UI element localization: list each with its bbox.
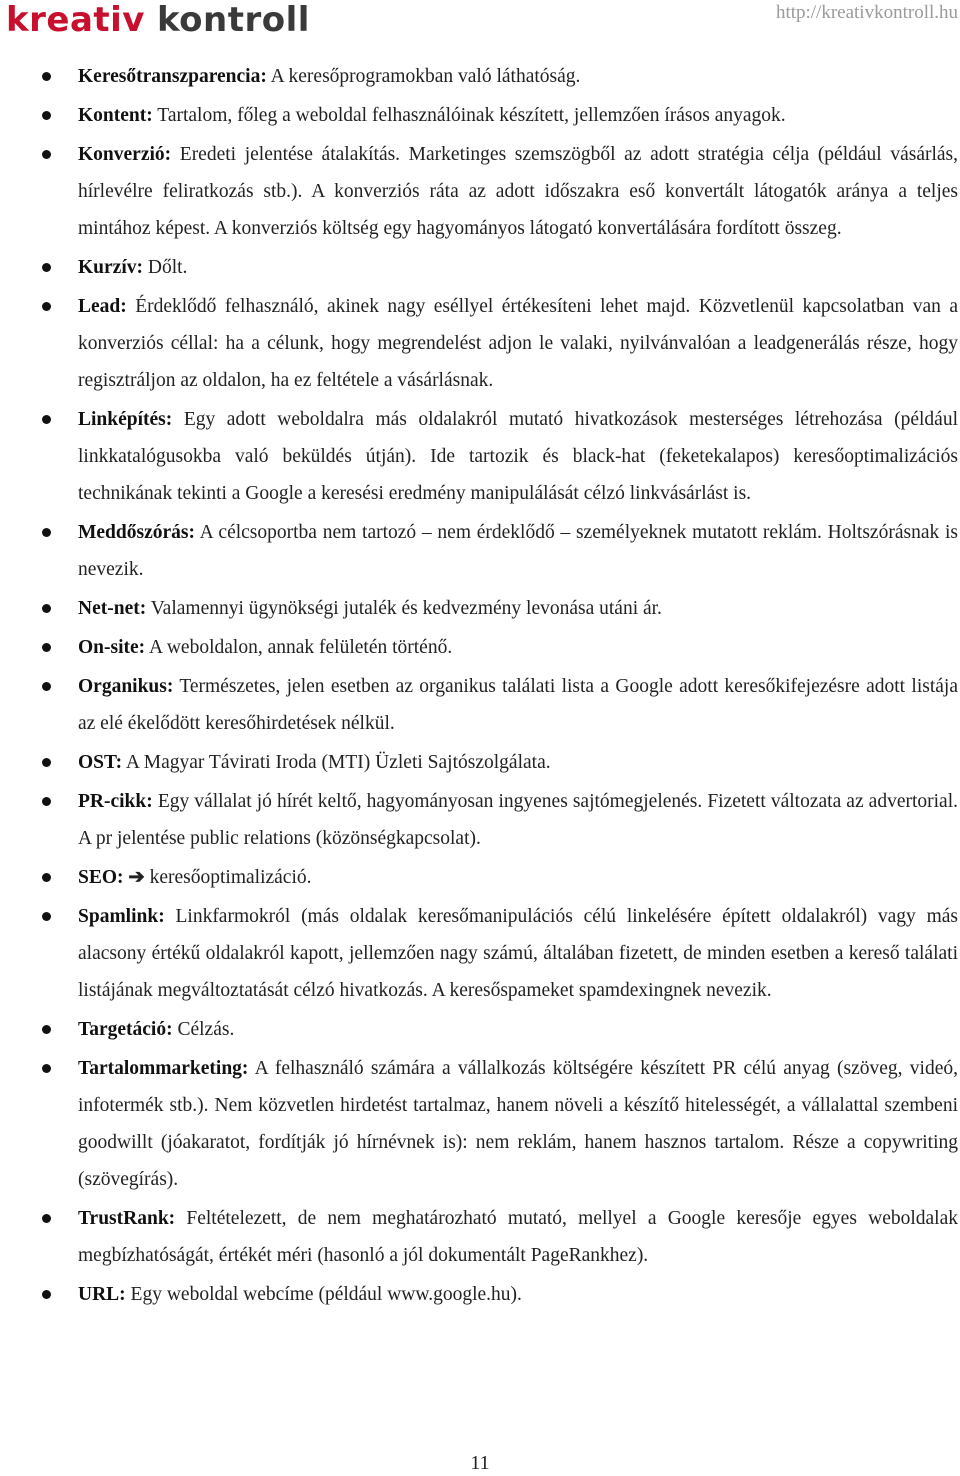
bullet-icon: [42, 1064, 51, 1073]
arrow-right-icon: ➔: [128, 867, 145, 888]
bullet-icon: [42, 912, 51, 921]
glossary-term: OST:: [78, 752, 123, 773]
glossary-term: TrustRank:: [78, 1208, 176, 1229]
glossary-item: [0, 590, 960, 627]
glossary-item: [0, 1050, 960, 1198]
glossary-item: [0, 401, 960, 512]
bullet-icon: [42, 797, 51, 806]
glossary-term: Meddőszórás:: [78, 522, 195, 543]
glossary-definition: Egy vállalat jó hírét keltő, hagyományosan ingyenes sajtómegjelenés. Fizetett változata az advertorial. A pr jelentése public relations (közönségkapcsolat).: [78, 791, 958, 849]
bullet-icon: [42, 758, 51, 767]
header-url: http://kreativkontroll.hu: [775, 2, 958, 23]
glossary-definition: Egy weboldal webcíme (például www.google.hu).: [130, 1284, 522, 1305]
glossary-definition: A felhasználó számára a vállalkozás költségére készített PR célú anyag (szöveg, videó, infotermék stb.). Nem közvetlen hirdetést tartalmaz, hanem növeli a készítő hitelességét, a vállalattal szembeni goodwillt (jóakaratot, fordítják jó hírnévnek is): nem reklám, hanem hasznos tartalom. Része a copywriting (szövegírás).: [78, 1058, 958, 1190]
bullet-icon: [42, 604, 51, 613]
glossary-term: Organikus:: [78, 676, 174, 697]
glossary-item: [0, 514, 960, 588]
glossary-item: [0, 288, 960, 399]
glossary-definition: A célcsoportba nem tartozó – nem érdeklődő – személyeknek mutatott reklám. Holtszórásnak is nevezik.: [78, 522, 958, 580]
glossary-term: Targetáció:: [78, 1019, 173, 1040]
bullet-icon: [42, 643, 51, 652]
glossary-item: [0, 744, 960, 781]
glossary-item: [0, 1200, 960, 1274]
glossary-term: Keresőtranszparencia:: [78, 66, 267, 87]
glossary-term: Lead:: [78, 296, 127, 317]
logo-part-1: kreativ: [6, 0, 145, 40]
glossary-list: [0, 58, 960, 1315]
bullet-icon: [42, 72, 51, 81]
glossary-item: [0, 136, 960, 247]
glossary-item: [0, 58, 960, 95]
glossary-definition: keresőoptimalizáció.: [149, 867, 312, 888]
glossary-definition: Egy adott weboldalra más oldalakról mutató hivatkozások mesterséges létrehozása (például linkkatalógusokba való beküldés útján). Ide tartozik és black-hat (feketekalapos) keresőoptimalizációs technikának tekinti a Google a keresési eredmény manipulálását célzó linkvásárlást is.: [78, 409, 959, 504]
glossary-definition: A Magyar Távirati Iroda (MTI) Üzleti Sajtószolgálata.: [125, 752, 551, 773]
glossary-item: [0, 783, 960, 857]
glossary-item: [0, 859, 960, 896]
glossary-term: PR-cikk:: [78, 791, 153, 812]
glossary-item: [0, 668, 960, 742]
glossary-definition: A keresőprogramokban való láthatóság.: [270, 66, 581, 87]
glossary-term: Kontent:: [78, 105, 153, 126]
glossary-definition: Érdeklődő felhasználó, akinek nagy eséllyel értékesíteni lehet majd. Közvetlenül kapcsolatban van a konverziós céllal: ha a célunk, hogy megrendelést adjon le valaki, nyilvánvalóan a leadgenerálás része, hogy regisztráljon az oldalon, ha ez feltétele a vásárlásnak.: [78, 296, 958, 391]
bullet-icon: [42, 302, 51, 311]
glossary-item: [0, 629, 960, 666]
glossary-definition: Eredeti jelentése átalakítás. Marketinges szemszögből az adott stratégia célja (például vásárlás, hírlevélre feliratkozás stb.). A konverziós ráta az adott időszakra eső konvertált látogatók aránya a teljes mintához képest. A konverziós költség egy hagyományos látogató konvertálására fordított összeg.: [78, 144, 959, 239]
glossary-term: On-site:: [78, 637, 146, 658]
glossary-term: Konverzió:: [78, 144, 172, 165]
glossary-term: Net-net:: [78, 598, 147, 619]
glossary-item: [0, 1276, 960, 1313]
bullet-icon: [42, 111, 51, 120]
glossary-item: [0, 1011, 960, 1048]
glossary-item: [0, 898, 960, 1009]
glossary-definition: Linkfarmokról (más oldalak keresőmanipulációs célú linkelésére épített oldalakról) vagy más alacsony értékű oldalakról kapott, jellemzően nagy számú, általában fizetett, de minden esetben a kereső találati listájának megváltoztatását célzó hivatkozás. A keresőspameket spamdexingnek nevezik.: [78, 906, 959, 1001]
glossary-term: Spamlink:: [78, 906, 165, 927]
bullet-icon: [42, 682, 51, 691]
logo-part-2: kontroll: [156, 0, 310, 40]
glossary-definition: Feltételezett, de nem meghatározható mutató, mellyel a Google keresője egyes weboldalak megbízhatóságát, értékét méri (hasonló a jól dokumentált PageRankhez).: [78, 1208, 958, 1266]
glossary-definition: Dőlt.: [147, 257, 188, 278]
bullet-icon: [42, 415, 51, 424]
bullet-icon: [42, 1290, 51, 1299]
page-header: [0, 0, 960, 44]
glossary-definition: Valamennyi ügynökségi jutalék és kedvezmény levonása utáni ár.: [150, 598, 662, 619]
glossary-term: Tartalommarketing:: [78, 1058, 249, 1079]
bullet-icon: [42, 528, 51, 537]
bullet-icon: [42, 263, 51, 272]
glossary-term: Kurzív:: [78, 257, 143, 278]
glossary-item: [0, 249, 960, 286]
glossary-term: Linképítés:: [78, 409, 173, 430]
glossary-item: [0, 97, 960, 134]
brand-logo: [6, 0, 310, 40]
page-number: 11: [470, 1452, 490, 1474]
glossary-term: URL:: [78, 1284, 126, 1305]
bullet-icon: [42, 150, 51, 159]
bullet-icon: [42, 1025, 51, 1034]
glossary-definition: Természetes, jelen esetben az organikus találati lista a Google adott keresőkifejezésre adott listája az elé ékelődött keresőhirdetések nélkül.: [78, 676, 958, 734]
bullet-icon: [42, 873, 51, 882]
glossary-definition: A weboldalon, annak felületén történő.: [148, 637, 453, 658]
glossary-definition: Célzás.: [177, 1019, 235, 1040]
glossary-definition: Tartalom, főleg a weboldal felhasználóinak készített, jellemzően írásos anyagok.: [157, 105, 786, 126]
bullet-icon: [42, 1214, 51, 1223]
glossary-term: SEO:: [78, 867, 124, 888]
